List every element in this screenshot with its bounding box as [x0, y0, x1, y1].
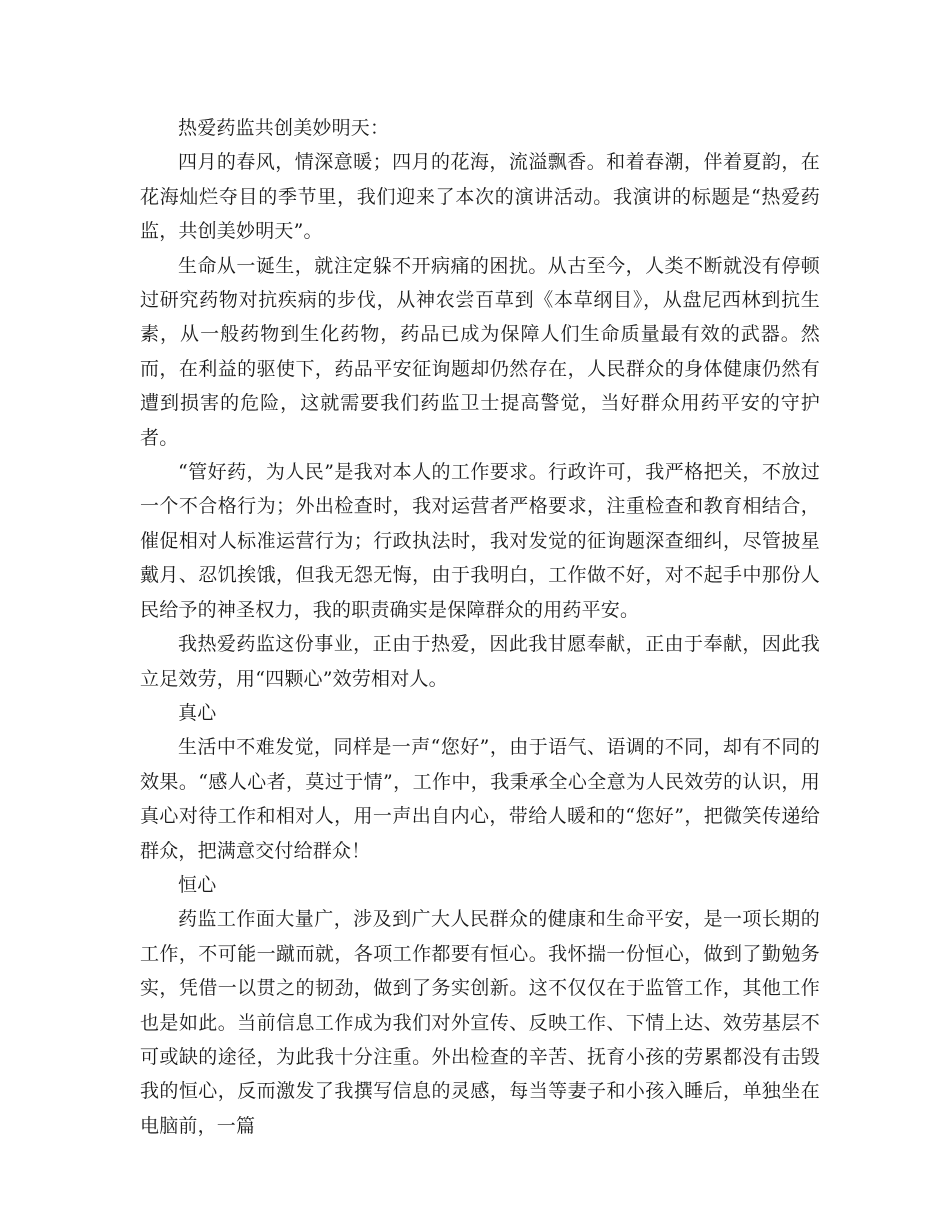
paragraph-life: 生命从一诞生，就注定躲不开病痛的困扰。从古至今，人类不断就没有停顿过研究药物对抗疾病的步伐，从神农尝百草到《本草纲目》，从盘尼西林到抗生素，从一般药物到生化药物，药品已成为保障人们生命质量最有效的武器。然而，在利益的驱使下，药品平安征询题却仍然存在，人民群众的身体健康仍然有遭到损害的危险，这就需要我们药监卫士提高警觉，当好群众用药平安的守护者。 — [140, 254, 820, 449]
paragraph-perseverance: 药监工作面大量广，涉及到广大人民群众的健康和生命平安，是一项长期的工作，不可能一蹴而就，各项工作都要有恒心。我怀揣一份恒心，做到了勤勉务实，凭借一以贯之的韧劲，做到了务实创新。这不仅仅在于监管工作，其他工作也是如此。当前信息工作成为我们对外宣传、反映工作、下情上达、效劳基层不可或缺的途径，为此我十分注重。外出检查的辛苦、抚育小孩的劳累都没有击毁我的恒心，反而激发了我撰写信息的灵感，每当等妻子和小孩入睡后，单独坐在电脑前，一篇 — [140, 908, 820, 1137]
paragraph-work-requirement: “管好药，为人民”是我对本人的工作要求。行政许可，我严格把关，不放过一个不合格行为；外出检查时，我对运营者严格要求，注重检查和教育相结合，催促相对人标准运营行为；行政执法时，我对发觉的征询题深查细纠，尽管披星戴月、忍饥挨饿，但我无怨无悔，由于我明白，工作做不好，对不起手中那份人民给予的神圣权力，我的职责确实是保障群众的用药平安。 — [140, 461, 820, 621]
paragraph-love-career: 我热爱药监这份事业，正由于热爱，因此我甘愿奉献，正由于奉献，因此我立足效劳，用“四颗心”效劳相对人。 — [140, 633, 820, 690]
section-heading-sincerity: 真心 — [178, 701, 217, 724]
document-title: 热爱药监共创美妙明天： — [178, 117, 390, 139]
paragraph-sincerity: 生活中不难发觉，同样是一声“您好”，由于语气、语调的不同，却有不同的效果。“感人心者，莫过于情”，工作中，我秉承全心全意为人民效劳的认识，用真心对待工作和相对人，用一声出自内心，带给人暖和的“您好”，把微笑传递给群众，把满意交付给群众！ — [140, 736, 820, 862]
paragraph-intro: 四月的春风，情深意暖；四月的花海，流溢飘香。和着春潮，伴着夏韵，在花海灿烂夺目的季节里，我们迎来了本次的演讲活动。我演讲的标题是“热爱药监，共创美妙明天”。 — [140, 151, 820, 243]
document-body — [140, 111, 820, 1143]
section-heading-perseverance: 恒心 — [178, 873, 217, 896]
